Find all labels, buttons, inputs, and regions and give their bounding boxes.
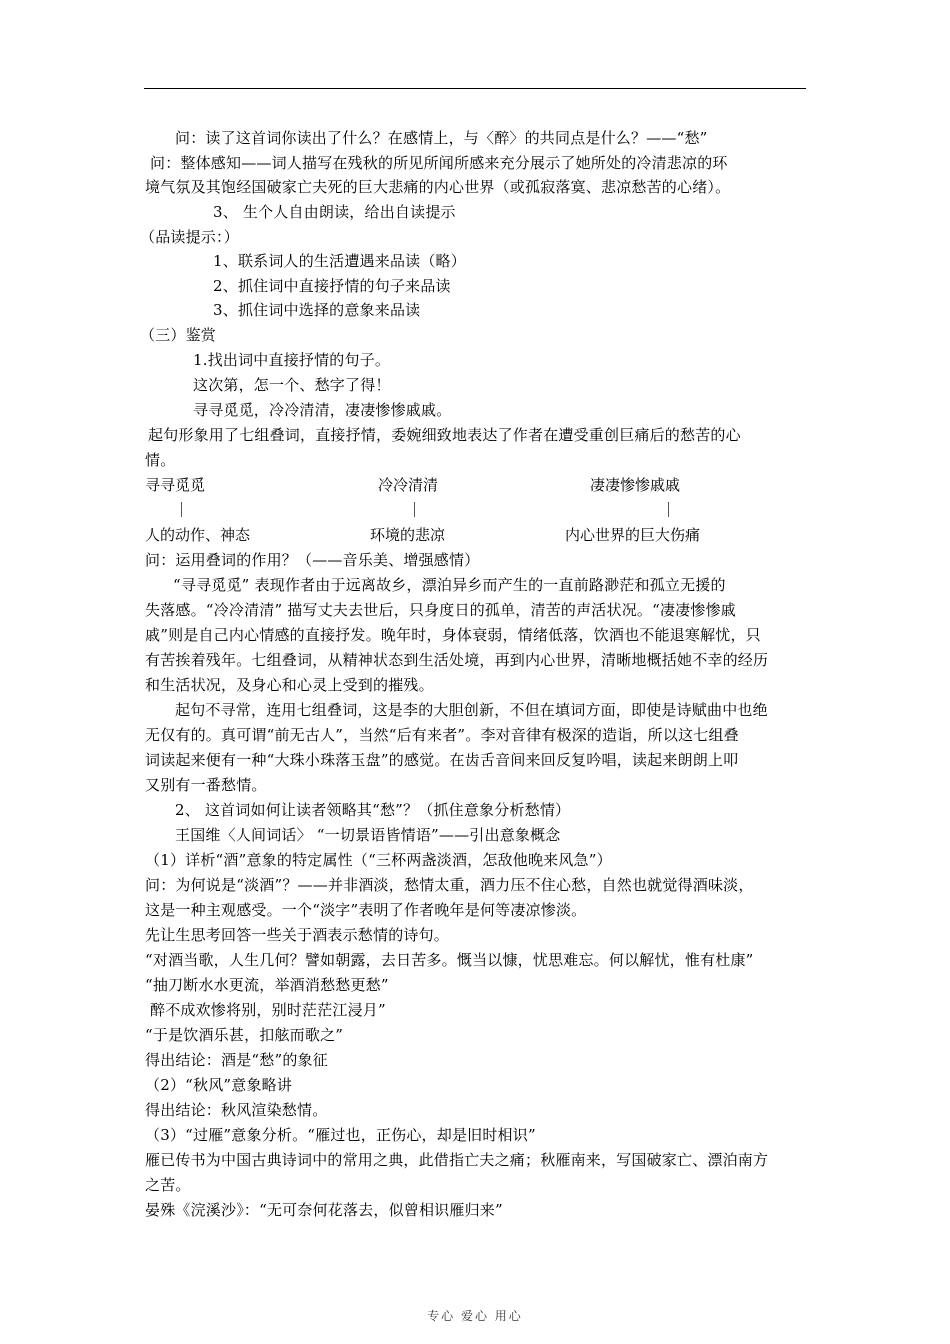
page-footer: 专心 爱心 用心	[427, 1309, 523, 1323]
text-line: 得出结论：秋风渲染愁情。	[145, 1101, 328, 1119]
text-line: 1、联系词人的生活遭遇来品读（略）	[213, 252, 466, 270]
text-line: （3）“过雁”意象分析。“雁过也，正伤心，却是旧时相识”	[145, 1126, 536, 1144]
text-line: 雁已传书为中国古典诗词中的常用之典，此借指亡夫之痛；秋雁南来，写国破家亡、漂泊南方	[145, 1151, 769, 1169]
text-line: 得出结论：酒是“愁”的象征	[145, 1051, 328, 1069]
text-line: 问：读了这首词你读出了什么？在感情上，与〈醉〉的共同点是什么？——“愁”	[175, 129, 708, 147]
text-line: 这是一种主观感受。一个“淡字”表明了作者晚年是何等凄凉惨淡。	[145, 901, 587, 919]
text-line: 境气氛及其饱经国破家亡夫死的巨大悲痛的内心世界（或孤寂落寞、悲凉愁苦的心绪）。	[145, 178, 731, 196]
text-line: 失落感。“冷冷清清” 描写丈夫去世后，只身度日的孤单，清苦的声活状况。“凄凄惨惨戚	[145, 601, 736, 619]
header-rule	[144, 88, 806, 89]
quote-line: “对酒当歌，人生几何？譬如朝露，去日苦多。慨当以慷，忧思难忘。何以解忧，惟有杜康”	[145, 951, 754, 969]
text-line: 晏殊《浣溪沙》：“无可奈何花落去，似曾相识雁归来”	[145, 1201, 503, 1219]
text-line: 有苦挨着残年。七组叠词，从精神状态到生活处境，再到内心世界，清晰地概括她不幸的经历	[145, 651, 769, 669]
text-line: “寻寻觅觅” 表现作者由于远离故乡，漂泊异乡而产生的一直前路渺茫和孤立无援的	[173, 576, 726, 594]
text-line: 词读起来便有一种“大珠小珠落玉盘”的感觉。在齿舌音间来回反复吟唱，读起来朗朗上叩	[145, 751, 739, 769]
text-line: 3、 生个人自由朗读，给出自读提示	[213, 203, 456, 221]
diagram-bottom-label: 内心世界的巨大伤痛	[565, 526, 701, 544]
text-line: （1）详析“酒”意象的特定属性（“三杯两盏淡酒，怎敌他晚来风急”）	[145, 851, 612, 869]
text-line: 问：整体感知——词人描写在残秋的所见所闻所感来充分展示了她所处的冷清悲凉的环	[150, 154, 728, 172]
text-line: 起句不寻常，连用七组叠词，这是李的大胆创新，不但在填词方面，即使是诗赋曲中也绝	[175, 701, 768, 719]
text-line: 问：运用叠词的作用？（——音乐美、增强感情）	[145, 551, 480, 569]
diagram-connector	[668, 502, 669, 517]
text-line: 1.找出词中直接抒情的句子。	[193, 351, 391, 369]
diagram-top-label: 凄凄惨惨戚戚	[590, 476, 681, 494]
diagram-connector	[181, 502, 182, 517]
text-line: 无仅有的。真可谓“前无古人”，当然“后有来者”。李对音律有极深的造诣，所以这七组叠	[145, 726, 739, 744]
text-line: 之苦。	[145, 1176, 191, 1194]
diagram-top-label: 冷冷清清	[378, 476, 439, 494]
text-line: 这次第，怎一个、愁字了得！	[193, 376, 391, 394]
diagram-bottom-label: 环境的悲凉	[370, 526, 446, 544]
text-line: 3、抓住词中选择的意象来品读	[213, 301, 421, 319]
diagram-top-label: 寻寻觅觅	[145, 476, 206, 494]
text-line: 问：为何说是“淡酒”？——并非酒淡，愁情太重，酒力压不住心愁，自然也就觉得酒味淡，	[145, 876, 754, 894]
text-line: 又别有一番愁情。	[145, 776, 267, 794]
text-line: 起句形象用了七组叠词，直接抒情，委婉细致地表达了作者在遭受重创巨痛后的愁苦的心	[148, 426, 741, 444]
text-line: 2、 这首词如何让读者领略其“愁”？（抓住意象分析愁情）	[175, 801, 571, 819]
text-line: 和生活状况，及身心和心灵上受到的摧残。	[145, 676, 434, 694]
text-line: 寻寻觅觅，冷冷清清，凄凄惨惨戚戚。	[193, 401, 452, 419]
diagram-connector	[414, 502, 415, 517]
text-line: 2、抓住词中直接抒情的句子来品读	[213, 277, 451, 295]
text-line: （2）“秋风”意象略讲	[145, 1076, 293, 1094]
text-line: 王国维〈人间词话〉 “一切景语皆情语”——引出意象概念	[175, 826, 561, 844]
text-line: 先让生思考回答一些关于酒表示愁情的诗句。	[145, 926, 450, 944]
diagram-bottom-label: 人的动作、神态	[145, 526, 251, 544]
text-line: 戚”则是自己内心情感的直接抒发。晚年时，身体衰弱，情绪低落，饮酒也不能退寒解忧，只	[145, 626, 761, 644]
quote-line: “于是饮酒乐甚，扣舷而歌之”	[145, 1026, 344, 1044]
quote-line: “抽刀断水水更流，举酒消愁愁更愁”	[145, 976, 389, 994]
quote-line: 醉不成欢惨将别，别时茫茫江浸月”	[150, 1001, 386, 1019]
text-line: （品读提示：）	[140, 228, 239, 246]
text-line: 情。	[145, 451, 176, 469]
section-heading: （三）鉴赏	[140, 326, 217, 344]
